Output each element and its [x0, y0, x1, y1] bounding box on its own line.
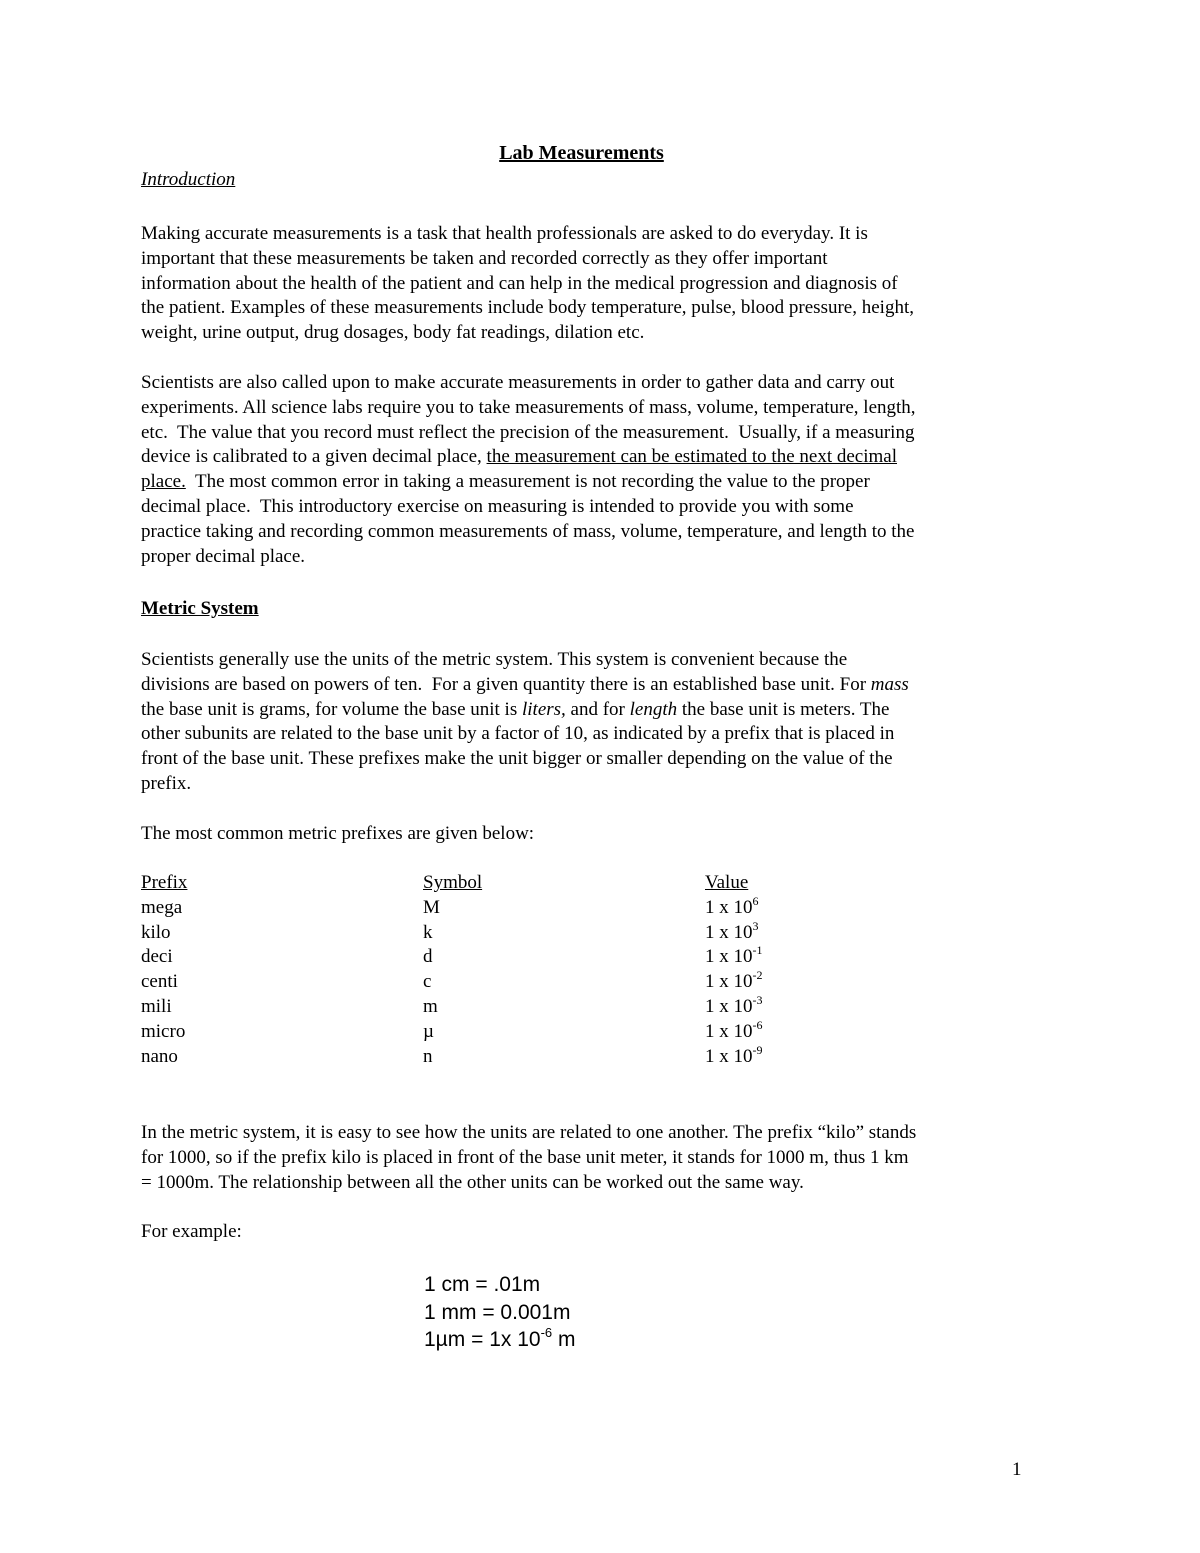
prefix-cell: kilo — [141, 921, 171, 943]
underlined-emphasis: the measurement can be estimated to the next decimal — [486, 446, 897, 468]
metric-line: Scientists generally use the units of the metric system. This system is convenient because the — [141, 649, 848, 670]
metric-line — [141, 673, 1031, 698]
value-exponent: -9 — [752, 1042, 763, 1057]
metric-text: divisions are based on powers of ten. For a given quantity there is an established base unit. For — [141, 673, 871, 695]
science-line — [141, 445, 1031, 470]
value-exponent: 6 — [752, 893, 759, 908]
prefix-cell: nano — [141, 1045, 178, 1067]
prefix-cell: mega — [141, 896, 183, 918]
metric-paragraph — [141, 648, 1031, 797]
value-cell — [705, 945, 763, 970]
value-cell — [705, 918, 759, 946]
metric-line: prefix. — [141, 772, 192, 794]
example-line: 1 cm = .01m — [424, 1273, 541, 1296]
relationship-line: = 1000m. The relationship between all the other units can be worked out the same way. — [141, 1171, 804, 1193]
example-label: For example: — [141, 1221, 242, 1242]
intro-line: information about the health of the patient and can help in the medical progression and diagnosis of — [141, 272, 898, 294]
italic-term: length — [629, 698, 678, 720]
prefix-cell: micro — [141, 1020, 186, 1042]
intro-line: the patient. Examples of these measurements include body temperature, pulse, blood pressure, height, — [141, 297, 914, 319]
value-cell — [705, 893, 759, 921]
value-base: 1 x 10 — [705, 896, 753, 918]
symbol-cell: n — [423, 1045, 433, 1067]
unit-examples — [424, 1273, 575, 1356]
value-cell — [705, 1017, 763, 1045]
underlined-emphasis: place. — [141, 471, 186, 493]
science-line: experiments. All science labs require you to take measurements of mass, volume, temperature, length, — [141, 396, 916, 418]
symbol-cell: c — [423, 971, 432, 993]
metric-system-heading: Metric System — [141, 598, 259, 619]
intro-line: weight, urine output, drug dosages, body fat readings, dilation etc. — [141, 322, 645, 344]
italic-term: liters, — [521, 698, 566, 720]
introduction-heading: Introduction — [141, 169, 236, 190]
prefix-cell: centi — [141, 971, 178, 993]
value-cell — [705, 1042, 763, 1070]
value-base: 1 x 10 — [705, 971, 753, 993]
prefix-cell: mili — [141, 995, 172, 1017]
science-line: decimal place. This introductory exercise on measuring is intended to provide you with some — [141, 495, 854, 517]
relationship-line: In the metric system, it is easy to see how the units are related to one another. The prefix “kilo” stands — [141, 1122, 917, 1143]
column-header-prefix: Prefix — [141, 872, 188, 893]
italic-term: mass — [870, 673, 909, 695]
symbol-cell: M — [423, 896, 440, 918]
symbol-cell: d — [423, 946, 433, 968]
column-header-symbol: Symbol — [423, 872, 483, 893]
value-base: 1 x 10 — [705, 1020, 753, 1042]
symbol-cell: m — [423, 995, 438, 1017]
science-line: proper decimal place. — [141, 545, 306, 567]
intro-line: important that these measurements be taken and recorded correctly as they offer important — [141, 247, 828, 269]
value-base: 1 x 10 — [705, 995, 753, 1017]
science-line — [141, 470, 1031, 495]
metric-text: the base unit is grams, for volume the base unit is — [141, 698, 522, 720]
value-base: 1 x 10 — [705, 946, 753, 968]
science-line: etc. The value that you record must reflect the precision of the measurement. Usually, if a measuring — [141, 421, 915, 443]
value-exponent: -1 — [752, 943, 763, 958]
example-line — [424, 1325, 576, 1356]
document-title: Lab Measurements — [499, 142, 664, 164]
example-exponent: -6 — [540, 1325, 553, 1340]
science-text: device is calibrated to a given decimal place, — [141, 446, 487, 468]
relationship-line: for 1000, so if the prefix kilo is placed in front of the base unit meter, it stands for 1000 m, thus 1 km — [141, 1146, 909, 1168]
intro-paragraph — [141, 222, 1031, 346]
intro-line: Making accurate measurements is a task that health professionals are asked to do everyday. It is — [141, 223, 868, 244]
value-exponent: -6 — [752, 1017, 763, 1032]
value-base: 1 x 10 — [705, 1045, 753, 1067]
value-cell — [705, 970, 763, 995]
value-base: 1 x 10 — [705, 921, 753, 943]
symbol-cell: k — [423, 921, 433, 943]
metric-text: and for — [565, 698, 630, 720]
value-exponent: -2 — [752, 968, 763, 983]
page-number: 1 — [1012, 1459, 1022, 1480]
value-exponent: -3 — [752, 992, 763, 1007]
metric-line — [141, 698, 1031, 723]
example-unit: m — [552, 1328, 576, 1351]
value-cell — [705, 992, 763, 1020]
relationship-paragraph — [141, 1121, 1031, 1195]
science-line: Scientists are also called upon to make accurate measurements in order to gather data and carry out — [141, 372, 895, 393]
science-line: practice taking and recording common measurements of mass, volume, temperature, and length to the — [141, 520, 915, 542]
column-header-value: Value — [705, 872, 749, 893]
metric-line: other subunits are related to the base unit by a factor of 10, as indicated by a prefix that is placed in — [141, 723, 895, 745]
prefix-intro: The most common metric prefixes are given below: — [141, 823, 535, 844]
example-text: 1µm = 1x 10 — [424, 1328, 541, 1351]
science-text: The most common error in taking a measurement is not recording the value to the proper — [185, 471, 870, 493]
metric-line: front of the base unit. These prefixes make the unit bigger or smaller depending on the value of the — [141, 748, 893, 770]
prefix-cell: deci — [141, 946, 173, 968]
metric-text: the base unit is meters. The — [677, 698, 890, 720]
science-paragraph — [141, 371, 1031, 569]
value-exponent: 3 — [752, 918, 759, 933]
example-line: 1 mm = 0.001m — [424, 1300, 571, 1324]
symbol-cell: µ — [423, 1020, 434, 1042]
